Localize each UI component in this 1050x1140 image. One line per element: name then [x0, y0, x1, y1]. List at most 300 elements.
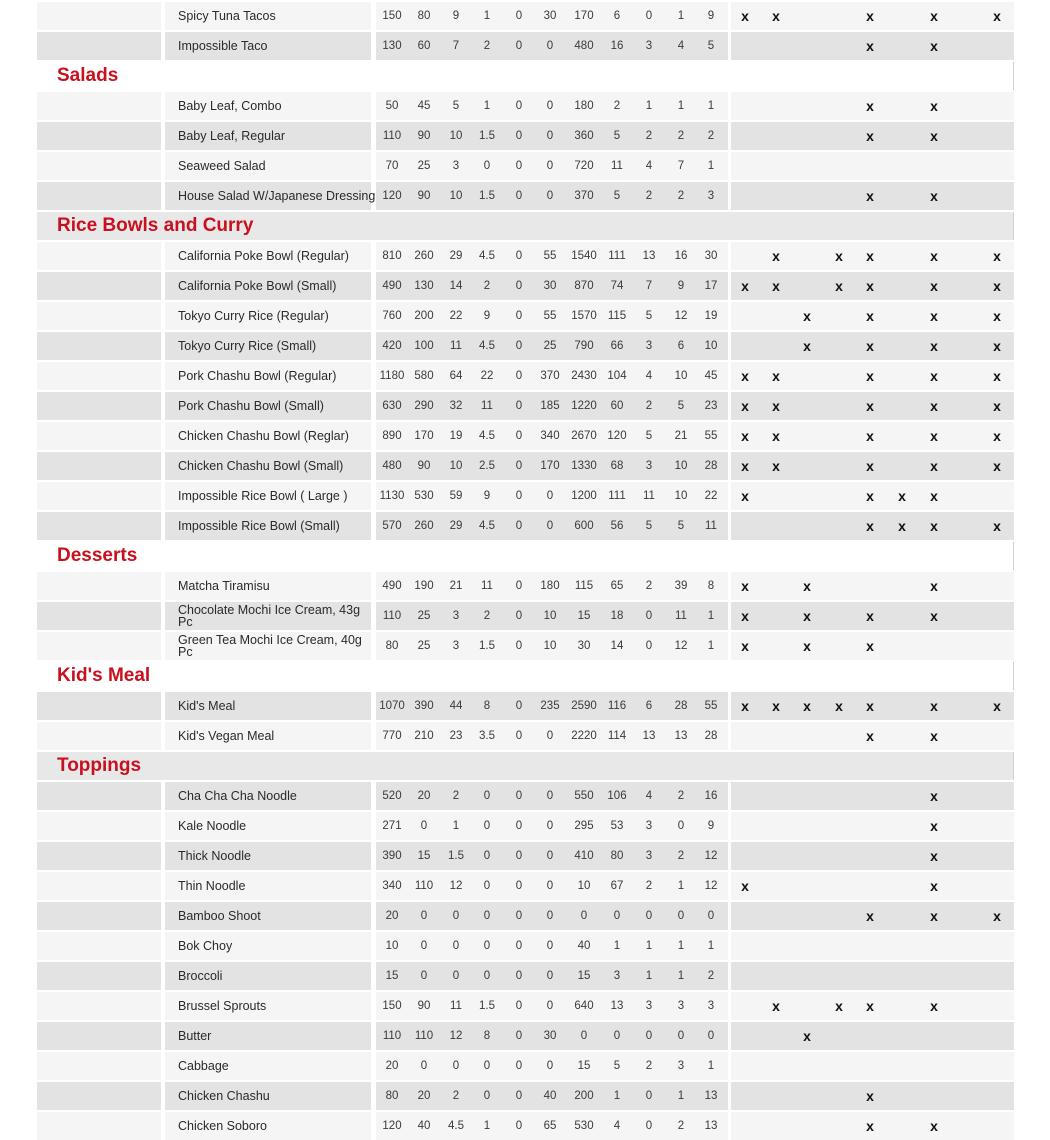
nutrition-value: 45: [417, 100, 431, 112]
nutrition-value: 111: [608, 250, 626, 262]
nutrition-value: 40: [417, 1120, 431, 1132]
table-row: [37, 90, 1014, 120]
allergen-mark: x: [930, 248, 938, 264]
nutrition-value: 11: [450, 340, 462, 352]
nutrition-value: 67: [610, 880, 624, 892]
allergen-mark: x: [741, 578, 749, 594]
nutrition-value: 0: [420, 940, 428, 952]
allergen-mark: x: [772, 998, 780, 1014]
nutrition-value: 0: [546, 820, 554, 832]
row-cell-background: [731, 812, 1014, 840]
nutrition-value: 65: [543, 1120, 557, 1132]
nutrition-value: 20: [385, 910, 399, 922]
nutrition-value: 0: [677, 1030, 685, 1042]
item-name: Baby Leaf, Combo: [178, 99, 282, 113]
nutrition-value: 1330: [571, 460, 597, 472]
row-cell-background: [37, 122, 161, 150]
nutrition-value: 7: [677, 160, 685, 172]
table-row: [37, 960, 1014, 990]
nutrition-value: 4.5: [479, 430, 495, 442]
nutrition-value: 55: [704, 430, 718, 442]
allergen-mark: x: [741, 428, 749, 444]
row-cell-background: [37, 842, 161, 870]
allergen-mark: x: [930, 848, 938, 864]
nutrition-value: 9: [452, 10, 460, 22]
nutrition-value: 295: [574, 820, 594, 832]
nutrition-value: 3: [645, 850, 653, 862]
nutrition-value: 0: [515, 100, 523, 112]
nutrition-value: 1: [707, 100, 715, 112]
nutrition-value: 4: [613, 1120, 621, 1132]
allergen-mark: x: [930, 998, 938, 1014]
nutrition-value: 0: [645, 1030, 653, 1042]
table-row: [37, 1110, 1014, 1140]
nutrition-value: 0: [645, 910, 653, 922]
nutrition-value: 0: [515, 130, 523, 142]
nutrition-value: 30: [543, 280, 557, 292]
item-name: Chocolate Mochi Ice Cream, 43g Pc: [178, 603, 361, 629]
item-name: Chicken Chashu Bowl (Reglar): [178, 429, 349, 443]
row-cell-background: [37, 482, 161, 510]
allergen-mark: x: [772, 428, 780, 444]
nutrition-value: 1: [707, 640, 715, 652]
nutrition-value: 68: [610, 460, 624, 472]
nutrition-value: 25: [417, 160, 431, 172]
item-name: Cabbage: [178, 1059, 229, 1073]
allergen-mark: x: [930, 98, 938, 114]
item-name: Pork Chashu Bowl (Small): [178, 399, 324, 413]
nutrition-value: 0: [483, 910, 491, 922]
nutrition-value: 2: [483, 280, 491, 292]
nutrition-value: 80: [385, 1090, 399, 1102]
allergen-mark: x: [930, 398, 938, 414]
table-row: [37, 690, 1014, 720]
nutrition-value: 0: [707, 1030, 715, 1042]
nutrition-value: 106: [607, 790, 627, 802]
nutrition-value: 600: [574, 520, 594, 532]
nutrition-value: 12: [674, 640, 688, 652]
allergen-mark: x: [930, 698, 938, 714]
nutrition-value: 0: [546, 880, 554, 892]
allergen-mark: x: [898, 518, 906, 534]
allergen-mark: x: [930, 128, 938, 144]
nutrition-value: 1180: [379, 370, 405, 382]
nutrition-value: 1: [645, 970, 653, 982]
nutrition-value: 7: [452, 40, 460, 52]
nutrition-value: 0: [645, 1120, 653, 1132]
table-row: [37, 360, 1014, 390]
allergen-mark: x: [993, 278, 1001, 294]
nutrition-value: 1: [677, 1090, 685, 1102]
nutrition-value: 720: [574, 160, 594, 172]
nutrition-value: 55: [704, 700, 718, 712]
nutrition-value: 5: [677, 400, 685, 412]
nutrition-value: 0: [515, 1090, 523, 1102]
row-cell-background: [37, 902, 161, 930]
nutrition-value: 110: [414, 880, 434, 892]
nutrition-value: 66: [610, 340, 624, 352]
nutrition-value: 2: [707, 970, 715, 982]
nutrition-value: 10: [449, 130, 463, 142]
nutrition-value: 13: [704, 1120, 718, 1132]
nutrition-value: 2: [452, 790, 460, 802]
allergen-mark: x: [930, 788, 938, 804]
nutrition-value: 10: [577, 880, 591, 892]
allergen-mark: x: [772, 398, 780, 414]
nutrition-value: 0: [546, 730, 554, 742]
nutrition-value: 2: [483, 610, 491, 622]
nutrition-value: 5: [613, 130, 621, 142]
nutrition-value: 90: [417, 130, 431, 142]
nutrition-value: 490: [382, 580, 402, 592]
allergen-mark: x: [930, 428, 938, 444]
nutrition-value: 3: [645, 820, 653, 832]
table-row: [37, 510, 1014, 540]
nutrition-value: 185: [540, 400, 560, 412]
nutrition-value: 170: [540, 460, 560, 472]
nutrition-value: 0: [546, 790, 554, 802]
nutrition-value: 11: [481, 400, 493, 412]
item-name: Chicken Chashu: [178, 1089, 270, 1103]
allergen-mark: x: [866, 698, 874, 714]
nutrition-value: 12: [449, 880, 463, 892]
nutrition-value: 3: [677, 1000, 685, 1012]
nutrition-value: 190: [414, 580, 434, 592]
allergen-mark: x: [993, 398, 1001, 414]
allergen-mark: x: [930, 488, 938, 504]
nutrition-value: 22: [449, 310, 463, 322]
nutrition-value: 0: [546, 100, 554, 112]
nutrition-value: 1.5: [479, 130, 495, 142]
nutrition-value: 0: [452, 910, 460, 922]
nutrition-value: 23: [704, 400, 718, 412]
nutrition-value: 2: [645, 1060, 653, 1072]
nutrition-value: 2: [677, 790, 685, 802]
nutrition-value: 11: [481, 580, 493, 592]
nutrition-value: 60: [610, 400, 624, 412]
nutrition-value: 200: [574, 1090, 594, 1102]
allergen-mark: x: [993, 248, 1001, 264]
nutrition-value: 0: [707, 910, 715, 922]
nutrition-value: 0: [515, 880, 523, 892]
allergen-mark: x: [866, 308, 874, 324]
allergen-mark: x: [866, 1088, 874, 1104]
nutrition-value: 0: [515, 1060, 523, 1072]
nutrition-value: 0: [452, 940, 460, 952]
nutrition-value: 15: [577, 1060, 591, 1072]
nutrition-value: 1.5: [479, 640, 495, 652]
nutrition-value: 630: [382, 400, 402, 412]
nutrition-value: 0: [515, 1030, 523, 1042]
nutrition-value: 6: [645, 700, 653, 712]
nutrition-value: 0: [483, 1090, 491, 1102]
nutrition-value: 22: [704, 490, 718, 502]
nutrition-value: 1: [645, 100, 653, 112]
nutrition-value: 11: [705, 520, 717, 532]
nutrition-value: 0: [613, 1030, 621, 1042]
nutrition-value: 5: [707, 40, 715, 52]
item-name: Bamboo Shoot: [178, 909, 261, 923]
item-name: Kid's Meal: [178, 699, 236, 713]
section-header-background: [37, 542, 1014, 570]
allergen-mark: x: [866, 518, 874, 534]
nutrition-value: 16: [704, 790, 718, 802]
allergen-mark: x: [772, 698, 780, 714]
nutrition-value: 0: [515, 970, 523, 982]
nutrition-value: 870: [574, 280, 594, 292]
nutrition-value: 2: [613, 100, 621, 112]
nutrition-value: 13: [642, 730, 656, 742]
item-name: Tokyo Curry Rice (Regular): [178, 309, 329, 323]
nutrition-value: 271: [382, 820, 402, 832]
nutrition-value: 370: [540, 370, 560, 382]
nutrition-value: 10: [674, 490, 688, 502]
nutrition-value: 2: [645, 190, 653, 202]
allergen-mark: x: [930, 188, 938, 204]
nutrition-value: 0: [645, 10, 653, 22]
nutrition-value: 15: [577, 970, 591, 982]
table-row: [37, 330, 1014, 360]
allergen-mark: x: [835, 248, 843, 264]
nutrition-value: 10: [674, 370, 688, 382]
nutrition-value: 30: [704, 250, 718, 262]
nutrition-value: 13: [642, 250, 656, 262]
nutrition-value: 0: [420, 1060, 428, 1072]
nutrition-value: 0: [515, 940, 523, 952]
allergen-mark: x: [930, 8, 938, 24]
row-cell-background: [731, 962, 1014, 990]
nutrition-value: 2590: [571, 700, 597, 712]
allergen-mark: x: [772, 278, 780, 294]
nutrition-value: 90: [417, 190, 431, 202]
allergen-mark: x: [835, 998, 843, 1014]
allergen-mark: x: [772, 8, 780, 24]
allergen-mark: x: [930, 818, 938, 834]
table-row: [37, 630, 1014, 660]
nutrition-value: 0: [420, 820, 428, 832]
nutrition-value: 39: [674, 580, 688, 592]
nutrition-value: 210: [414, 730, 434, 742]
nutrition-value: 15: [577, 610, 591, 622]
item-name: Thick Noodle: [178, 849, 251, 863]
nutrition-value: 5: [645, 430, 653, 442]
nutrition-value: 0: [515, 490, 523, 502]
nutrition-value: 44: [449, 700, 463, 712]
nutrition-value: 2: [707, 130, 715, 142]
nutrition-value: 810: [382, 250, 402, 262]
allergen-mark: x: [866, 638, 874, 654]
allergen-mark: x: [993, 458, 1001, 474]
table-row: [37, 420, 1014, 450]
nutrition-value: 80: [385, 640, 399, 652]
nutrition-value: 0: [483, 850, 491, 862]
nutrition-value: 9: [707, 10, 715, 22]
row-cell-background: [37, 452, 161, 480]
allergen-mark: x: [866, 248, 874, 264]
nutrition-value: 0: [645, 640, 653, 652]
allergen-mark: x: [835, 278, 843, 294]
row-cell-background: [731, 872, 1014, 900]
nutrition-value: 0: [645, 610, 653, 622]
row-cell-background: [37, 692, 161, 720]
nutrition-value: 9: [483, 310, 491, 322]
nutrition-value: 0: [613, 910, 621, 922]
nutrition-value: 0: [546, 940, 554, 952]
allergen-mark: x: [993, 518, 1001, 534]
item-name: Butter: [178, 1029, 212, 1043]
nutrition-value: 0: [515, 250, 523, 262]
nutrition-value: 1540: [571, 250, 597, 262]
allergen-mark: x: [993, 338, 1001, 354]
nutrition-value: 7: [645, 280, 653, 292]
nutrition-value: 115: [574, 580, 594, 592]
section-header-background: [37, 662, 1014, 690]
table-row: [37, 300, 1014, 330]
item-name: Thin Noodle: [178, 879, 246, 893]
item-name: Pork Chashu Bowl (Regular): [178, 369, 337, 383]
nutrition-value: 8: [483, 1030, 491, 1042]
nutrition-value: 2: [677, 850, 685, 862]
nutrition-value: 110: [382, 610, 402, 622]
nutrition-value: 760: [382, 310, 402, 322]
section-header: [37, 60, 1014, 90]
nutrition-value: 2: [645, 400, 653, 412]
nutrition-value: 20: [385, 1060, 399, 1072]
nutrition-value: 9: [677, 280, 685, 292]
nutrition-value: 530: [574, 1120, 594, 1132]
allergen-mark: x: [930, 578, 938, 594]
nutrition-value: 70: [385, 160, 399, 172]
row-cell-background: [37, 422, 161, 450]
nutrition-value: 4.5: [479, 250, 495, 262]
nutrition-value: 10: [704, 340, 718, 352]
nutrition-value: 0: [546, 160, 554, 172]
allergen-mark: x: [803, 608, 811, 624]
nutrition-value: 370: [574, 190, 594, 202]
nutrition-value: 2670: [571, 430, 597, 442]
item-name: Matcha Tiramisu: [178, 579, 270, 593]
nutrition-value: 0: [420, 970, 428, 982]
table-row: [37, 120, 1014, 150]
nutrition-value: 0: [546, 520, 554, 532]
nutrition-value: 0: [546, 130, 554, 142]
row-cell-background: [37, 572, 161, 600]
item-name: California Poke Bowl (Small): [178, 279, 337, 293]
nutrition-value: 0: [580, 1030, 588, 1042]
allergen-mark: x: [930, 308, 938, 324]
allergen-mark: x: [741, 458, 749, 474]
nutrition-value: 130: [382, 40, 402, 52]
allergen-mark: x: [866, 38, 874, 54]
row-cell-background: [37, 2, 161, 30]
item-name: Spicy Tuna Tacos: [178, 9, 276, 23]
row-cell-background: [37, 1052, 161, 1080]
nutrition-value: 180: [540, 580, 560, 592]
nutrition-value: 56: [610, 520, 624, 532]
nutrition-value: 0: [515, 460, 523, 472]
nutrition-value: 59: [449, 490, 463, 502]
nutrition-value: 50: [385, 100, 399, 112]
nutrition-value: 0: [515, 10, 523, 22]
nutrition-value: 0: [452, 1060, 460, 1072]
nutrition-value: 0: [515, 640, 523, 652]
nutrition-value: 60: [417, 40, 431, 52]
allergen-mark: x: [803, 698, 811, 714]
nutrition-value: 16: [610, 40, 624, 52]
nutrition-value: 30: [543, 10, 557, 22]
row-cell-background: [37, 812, 161, 840]
nutrition-value: 0: [515, 580, 523, 592]
table-row: [37, 720, 1014, 750]
item-name: Bok Choy: [178, 939, 233, 953]
nutrition-value: 0: [483, 1060, 491, 1072]
row-cell-background: [37, 302, 161, 330]
nutrition-value: 0: [515, 910, 523, 922]
nutrition-value: 15: [417, 850, 431, 862]
nutrition-value: 10: [674, 460, 688, 472]
nutrition-value: 18: [610, 610, 624, 622]
allergen-mark: x: [930, 338, 938, 354]
allergen-mark: x: [930, 518, 938, 534]
nutrition-value: 110: [382, 1030, 402, 1042]
item-name: Baby Leaf, Regular: [178, 129, 286, 143]
nutrition-value: 20: [417, 1090, 431, 1102]
nutrition-value: 11: [643, 490, 655, 502]
nutrition-value: 1200: [571, 490, 597, 502]
nutrition-value: 21: [674, 430, 688, 442]
nutrition-value: 14: [449, 280, 463, 292]
nutrition-value: 74: [610, 280, 624, 292]
table-row: [37, 990, 1014, 1020]
nutrition-value: 4: [645, 160, 653, 172]
nutrition-value: 3: [452, 160, 460, 172]
allergen-mark: x: [993, 308, 1001, 324]
nutrition-value: 30: [543, 1030, 557, 1042]
allergen-mark: x: [993, 368, 1001, 384]
allergen-mark: x: [803, 638, 811, 654]
section-header: [37, 210, 1014, 240]
row-cell-background: [37, 722, 161, 750]
row-cell-background: [37, 392, 161, 420]
nutrition-value: 0: [546, 40, 554, 52]
nutrition-value: 200: [414, 310, 434, 322]
nutrition-value: 180: [574, 100, 594, 112]
nutrition-value: 340: [540, 430, 560, 442]
nutrition-value: 490: [382, 280, 402, 292]
nutrition-value: 2: [645, 130, 653, 142]
nutrition-value: 6: [677, 340, 685, 352]
nutrition-value: 390: [382, 850, 402, 862]
row-cell-background: [37, 32, 161, 60]
nutrition-value: 19: [449, 430, 463, 442]
nutrition-value: 9: [483, 490, 491, 502]
nutrition-value: 90: [417, 1000, 431, 1012]
item-name: Chicken Soboro: [178, 1119, 267, 1133]
nutrition-value: 1: [677, 940, 685, 952]
nutrition-value: 1: [483, 100, 491, 112]
table-row: [37, 1050, 1014, 1080]
nutrition-value: 0: [483, 880, 491, 892]
nutrition-value: 120: [382, 190, 402, 202]
nutrition-value: 4: [645, 370, 653, 382]
nutrition-value: 1: [483, 10, 491, 22]
table-row: [37, 1080, 1014, 1110]
nutrition-value: 12: [674, 310, 688, 322]
allergen-mark: x: [741, 368, 749, 384]
nutrition-value: 0: [546, 850, 554, 862]
allergen-mark: x: [930, 908, 938, 924]
table-row: [37, 0, 1014, 30]
